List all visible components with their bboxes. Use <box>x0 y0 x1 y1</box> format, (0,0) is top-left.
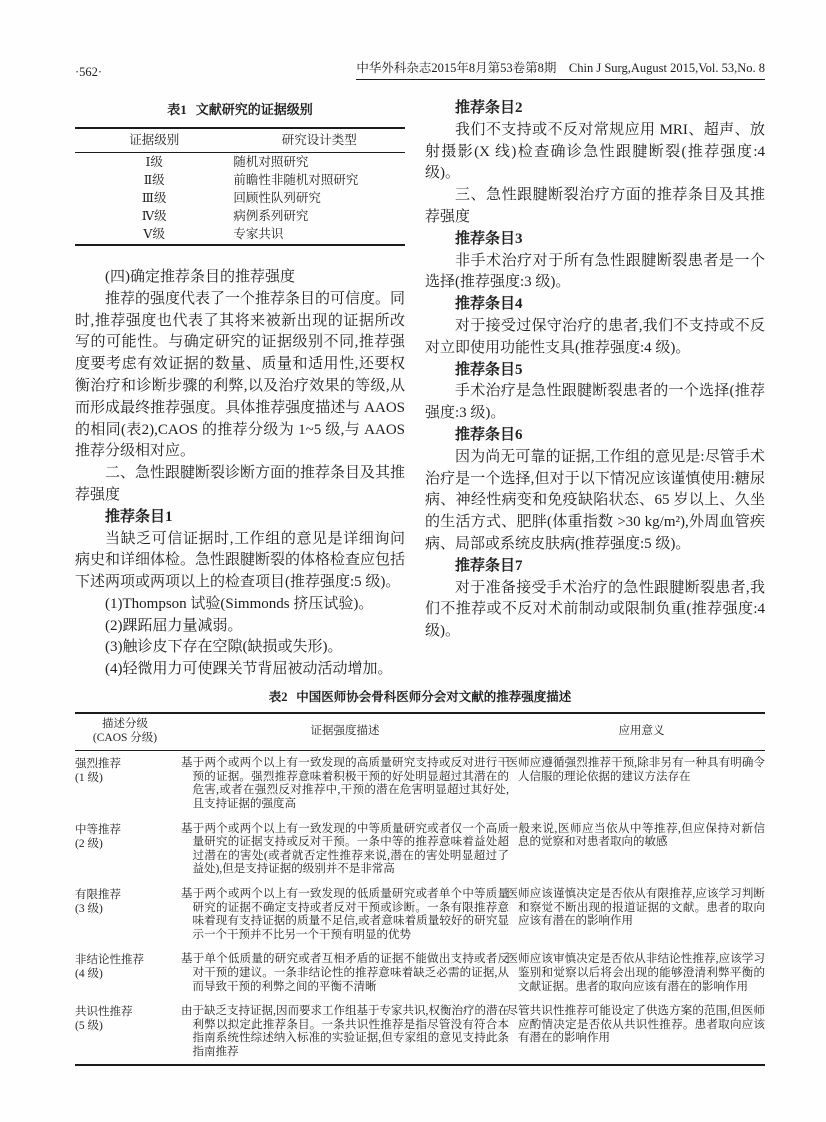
rec5-title: 推荐条目5 <box>455 361 523 378</box>
section-heading-2: 二、急性跟腱断裂诊断方面的推荐条目及其推荐强度 <box>75 465 406 503</box>
table2-grade <box>75 1005 181 1059</box>
grade-name: 中等推荐 <box>75 823 121 836</box>
table2-caption-label: 表2 <box>268 690 288 704</box>
grade-name: 有限推荐 <box>75 888 121 901</box>
table2-header-grade <box>75 718 181 745</box>
table2-application: 医师应遵循强烈推荐干预,除非另有一种具有明确令人信服的理论依据的建议方法存在 <box>506 757 765 783</box>
table1-type: 回顾性队列研究 <box>233 190 321 205</box>
table2-recommendation-strength <box>75 712 765 1066</box>
rec3-body: 非手术治疗对于所有急性跟腱断裂患者是一个选择(推荐强度:3 级)。 <box>425 252 765 291</box>
table2-row-2 <box>75 817 765 882</box>
table2-grade <box>75 888 181 942</box>
grade-caos: (4 级) <box>75 968 103 981</box>
table2-application: 尽管共识性推荐可能设定了供选方案的范围,但医师应酌情决定是否依从共识性推荐。患者取向应该有潜在的影响作用 <box>506 1005 765 1045</box>
table1-level: Ⅲ级 <box>141 190 167 205</box>
table2-evidence: 基于两个或两个以上有一致发现的高质量研究支持或反对进行干预的证据。强烈推荐意味着积极干预的好处明显超过其潜在的危害,或者在强烈反对推荐中,干预的潜在危害明显超过其好处,且支持证据的强度高 <box>181 757 509 810</box>
table1-row <box>75 153 405 172</box>
grade-caos: (2 级) <box>75 837 103 850</box>
table1-row <box>75 189 405 207</box>
table1-type: 前瞻性非随机对照研究 <box>233 172 359 187</box>
table1-caption-title: 文献研究的证据级别 <box>195 102 313 117</box>
column-left <box>75 98 405 681</box>
rec6-body: 因为尚无可靠的证据,工作组的意见是:尽管手术治疗是一个选择,但对于以下情况应该谨慎使用:糖尿病、神经性病变和免疫缺陷状态、65 岁以上、久坐的生活方式、肥胖(体重指数 >30 kg/m²),外周血管疾病、局部或系统皮肤病(推荐强度:5 级)。 <box>425 448 765 552</box>
table2-row-4 <box>75 947 765 999</box>
rec1-body: 当缺乏可信证据时,工作组的意见是详细询问病史和详细体检。急性跟腱断裂的体格检查应包括下述两项或两项以上的检查项目(推荐强度:5 级)。 <box>75 530 406 591</box>
table1-row <box>75 226 405 245</box>
table1-header-row <box>75 128 405 153</box>
table2-grade <box>75 953 181 994</box>
rec3-title: 推荐条目3 <box>455 230 523 247</box>
table2-row-1 <box>75 751 765 816</box>
table1-level: Ⅴ级 <box>143 227 165 242</box>
table1-caption-label: 表1 <box>167 102 187 117</box>
running-head <box>75 60 765 80</box>
table1-type: 病例系列研究 <box>233 209 309 224</box>
table1-row <box>75 171 405 189</box>
grade-name: 非结论性推荐 <box>75 954 144 967</box>
rec4-body: 对于接受过保守治疗的患者,我们不支持或不反对立即使用功能性支具(推荐强度:4 级)。 <box>425 317 765 356</box>
table2-row-5 <box>75 999 765 1064</box>
grade-caos: (1 级) <box>75 772 103 785</box>
table2-header-grade-line2: (CAOS 分级) <box>92 731 158 744</box>
table2-section <box>75 690 765 1066</box>
rec1-item-4: (4)轻微用力可使踝关节背屈被动活动增加。 <box>105 661 393 678</box>
rec1-title: 推荐条目1 <box>105 508 173 525</box>
rec1-item-3: (3)触诊皮下存在空隙(缺损或失形)。 <box>105 639 343 656</box>
table1-header-level: 证据级别 <box>75 128 233 153</box>
table2-row-3 <box>75 882 765 947</box>
rec5-body: 手术治疗是急性跟腱断裂患者的一个选择(推荐强度:3 级)。 <box>425 383 765 422</box>
table1-level: Ⅰ级 <box>145 154 163 169</box>
rec7-body: 对于准备接受手术治疗的急性跟腱断裂患者,我们不推荐或不反对术前制动或限制负重(推荐强度:4 级)。 <box>425 579 765 640</box>
table2-application: 一般来说,医师应当依从中等推荐,但应保持对新信息的觉察和对患者取向的敏感 <box>506 822 765 849</box>
table2-grade <box>75 823 181 877</box>
section-heading-3: 三、急性跟腱断裂治疗方面的推荐条目及其推荐强度 <box>425 187 765 225</box>
grade-caos: (3 级) <box>75 902 103 915</box>
table2-body <box>75 751 765 1064</box>
rec4-title: 推荐条目4 <box>455 296 523 313</box>
table2-caption-title: 中国医师协会骨科医师分会对文献的推荐强度描述 <box>296 690 572 704</box>
spacer <box>75 246 405 267</box>
grade-name: 强烈推荐 <box>75 758 121 771</box>
journal-citation: 中华外科杂志2015年8月第53卷第8期 Chin J Surg,August 2015,Vol. 53,No. 8 <box>356 60 765 80</box>
rec7-title: 推荐条目7 <box>455 557 523 574</box>
table2-evidence: 基于两个或两个以上有一致发现的中等质量研究或者仅一个高质量研究的证据支持或反对干预。一条中等的推荐意味着益处超过潜在的害处(或者就否定性推荐来说,潜在的害处明显超过了益处),但是支持证据的级别并不是非常高 <box>181 822 509 876</box>
section-heading-4: (四)确定推荐条目的推荐强度 <box>105 268 295 285</box>
table2-header-evidence: 证据强度描述 <box>310 724 380 737</box>
table1-header-type: 研究设计类型 <box>233 128 405 153</box>
table2-header-grade-line1: 描述分级 <box>102 718 148 730</box>
table2-application: 医师应该审慎决定是否依从非结论性推荐,应该学习鉴别和觉察以后将会出现的能够澄清利弊平衡的文献证据。患者的取向应该有潜在的影响作用 <box>506 953 765 993</box>
rec2-body: 我们不支持或不反对常规应用 MRI、超声、放射摄影(X 线)检查确诊急性跟腱断裂(推荐强度:4 级)。 <box>425 121 765 182</box>
table2-header-row <box>75 714 765 751</box>
rec6-title: 推荐条目6 <box>455 426 523 443</box>
rec1-item-2: (2)踝跖屈力量减弱。 <box>105 617 243 634</box>
table1-row <box>75 208 405 226</box>
rec2-title: 推荐条目2 <box>455 100 523 116</box>
table2-evidence: 基于两个或两个以上有一致发现的低质量研究或者单个中等质量研究的证据不确定支持或者反对干预或诊断。一条有限推荐意味着现有支持证据的质量不足信,或者意味着质量较好的研究显示一个干预并不比另一个干预有明显的优势 <box>181 887 509 941</box>
table1-level: Ⅳ级 <box>141 209 167 224</box>
table1-type: 专家共识 <box>233 227 284 242</box>
paragraph-recommendation-strength: 推荐的强度代表了一个推荐条目的可信度。同时,推荐强度也代表了其将来被新出现的证据所改写的可能性。与确定研究的证据级别不同,推荐强度要考虑有效证据的数量、质量和适用性,还要权衡治疗和诊断步骤的利弊,以及治疗效果的等级,从而形成最终推荐强度。具体推荐强度描述与 AAOS 的相同(表2),CAOS 的推荐分级为 1~5 级,与 AAOS 推荐分级相对应。 <box>75 290 406 460</box>
page-number: ·562· <box>75 65 103 79</box>
grade-caos: (5 级) <box>75 1020 103 1033</box>
table1-level: Ⅱ级 <box>143 172 165 187</box>
grade-name: 共识性推荐 <box>75 1006 133 1019</box>
table2-evidence: 基于单个低质量的研究或者互相矛盾的证据不能做出支持或者反对干预的建议。一条非结论性的推荐意味着缺乏必需的证据,从而导致干预的利弊之间的平衡不清晰 <box>181 953 509 993</box>
table1-evidence-levels <box>75 127 405 246</box>
rec1-item-1: (1)Thompson 试验(Simmonds 挤压试验)。 <box>105 595 374 612</box>
table1-type: 随机对照研究 <box>233 154 309 169</box>
table2-caption <box>75 690 765 705</box>
table1-caption <box>75 102 405 118</box>
table2-grade <box>75 757 181 811</box>
table2-application: 医师应该谨慎决定是否依从有限推荐,应该学习判断和察觉不断出现的报道证据的文献。患者的取向应该有潜在的影响作用 <box>506 887 765 928</box>
column-right <box>425 98 765 643</box>
table2-header-application: 应用意义 <box>618 724 665 737</box>
table2-evidence: 由于缺乏支持证据,因而要求工作组基于专家共识,权衡治疗的潜在利弊以拟定此推荐条目。一条共识性推荐是指尽管没有符合本指南系统性综述纳入标准的实验证据,但专家组的意见支持此条指南推荐 <box>181 1005 509 1058</box>
